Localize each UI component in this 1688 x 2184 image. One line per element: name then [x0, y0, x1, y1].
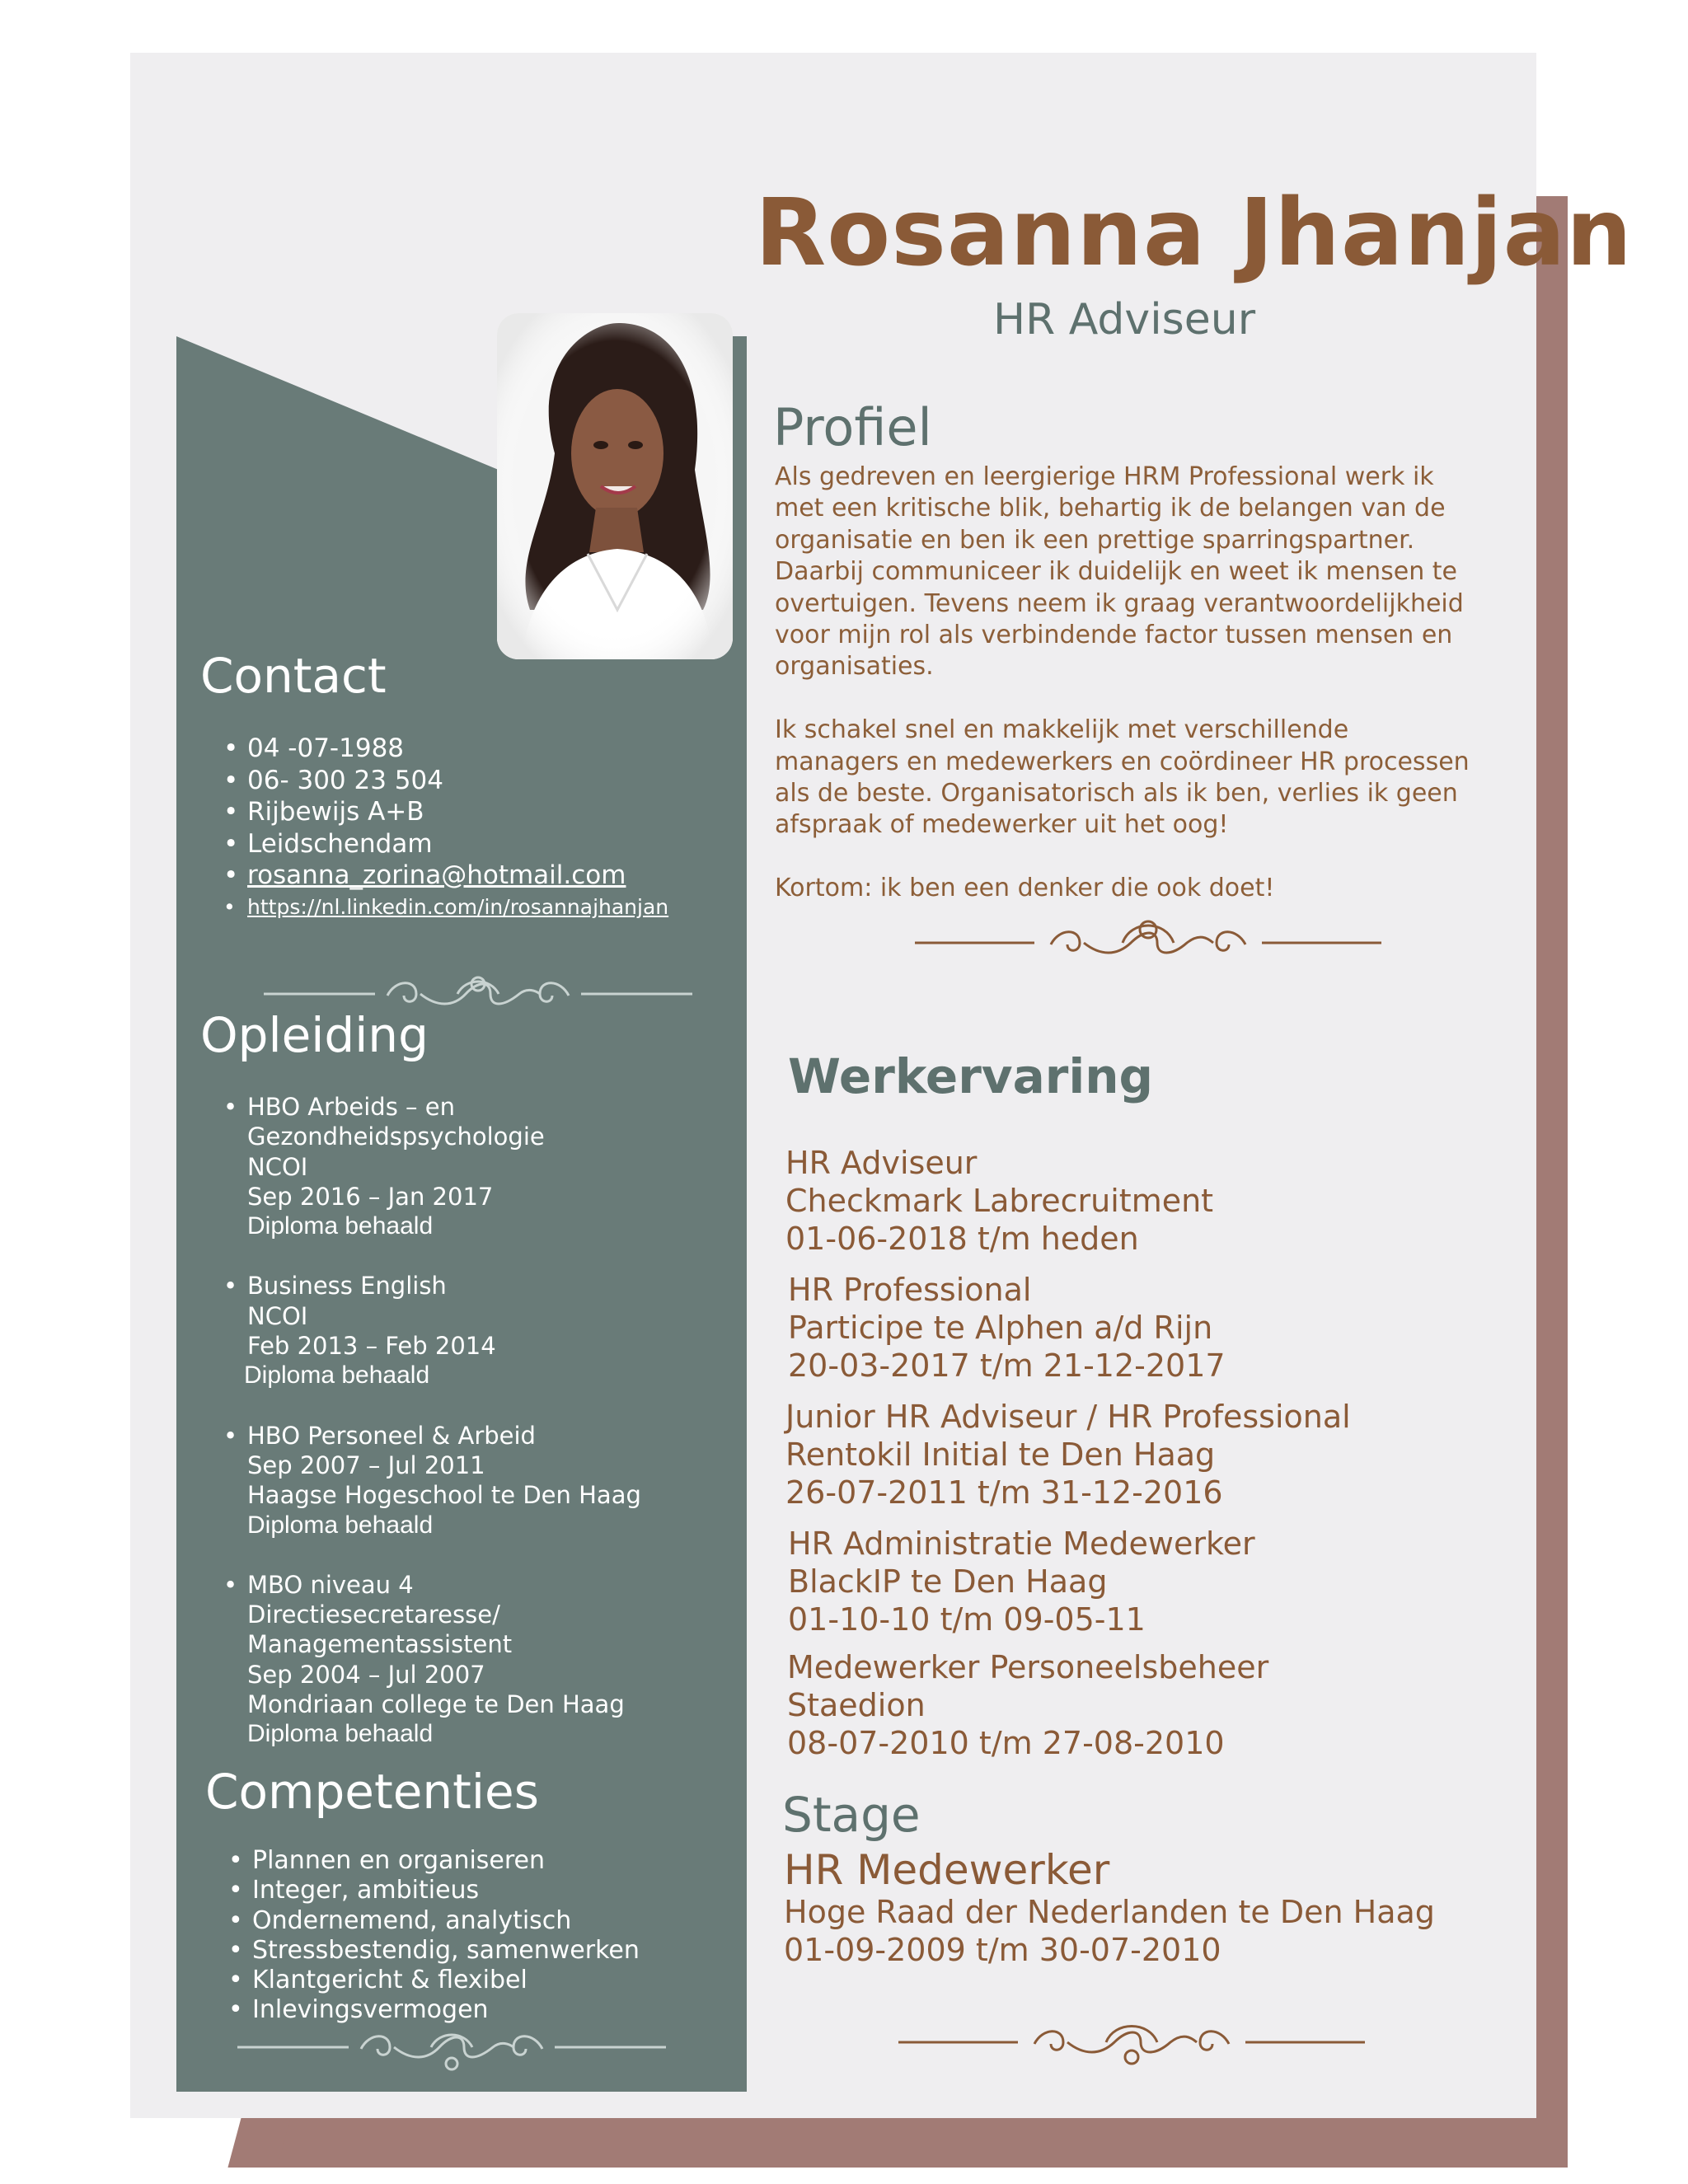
candidate-title: HR Adviseur — [993, 295, 1256, 344]
internship-period: 01-09-2009 t/m 30-07-2010 — [784, 1932, 1221, 1968]
profile-line: overtuigen. Tevens neem ik graag verantwoordelijkheid — [775, 588, 1464, 618]
contact-list — [201, 733, 745, 923]
linkedin-link[interactable]: https://nl.linkedin.com/in/rosannajhanjan — [247, 894, 669, 919]
education-status: Diploma behaald — [247, 1720, 434, 1748]
profile-line: Daarbij communiceer ik duidelijk en weet ik mensen te — [775, 557, 1457, 587]
education-item — [201, 1092, 745, 1241]
education-item — [201, 1570, 745, 1750]
job-period: 08-07-2010 t/m 27-08-2010 — [787, 1725, 1225, 1761]
education-line: Gezondheidspsychologie — [247, 1122, 545, 1151]
job-period: 01-10-10 t/m 09-05-11 — [788, 1601, 1146, 1638]
competency-item: • Plannen en organiseren — [206, 1846, 742, 1876]
education-line: • HBO Arbeids – en — [247, 1093, 455, 1121]
education-line: • Business English — [247, 1272, 447, 1301]
profile-line: organisatie en ben ik een prettige sparringspartner. — [775, 525, 1415, 555]
profile-line: organisaties. — [775, 652, 934, 682]
competency-item: • Stressbestendig, samenwerken — [206, 1936, 742, 1966]
contact-email-item — [201, 860, 745, 892]
education-line: Feb 2013 – Feb 2014 — [247, 1332, 496, 1361]
education-status: Diploma behaald — [247, 1511, 434, 1539]
job-title: HR Administratie Medewerker — [788, 1526, 1255, 1562]
education-line: • MBO niveau 4 — [247, 1570, 414, 1599]
profile-photo — [497, 313, 733, 659]
job-entry — [788, 1525, 1255, 1638]
job-company: Rentokil Initial te Den Haag — [785, 1436, 1216, 1473]
education-status: Diploma behaald — [247, 1212, 434, 1240]
education-line: Sep 2004 – Jul 2007 — [247, 1660, 485, 1689]
job-entry — [787, 1648, 1268, 1762]
job-company: Participe te Alphen a/d Rijn — [788, 1310, 1213, 1346]
job-entry — [785, 1144, 1213, 1258]
job-period: 26-07-2011 t/m 31-12-2016 — [785, 1474, 1223, 1511]
experience-heading: Werkervaring — [788, 1048, 1154, 1104]
portrait-image — [497, 313, 733, 659]
education-heading: Opleiding — [200, 1007, 429, 1063]
contact-phone[interactable]: • 06- 300 23 504 — [201, 765, 745, 797]
education-line: Managementassistent — [247, 1630, 513, 1659]
job-company: BlackIP te Den Haag — [788, 1563, 1108, 1600]
education-line: NCOI — [247, 1301, 308, 1330]
internship-entry — [784, 1893, 1435, 1969]
education-line: Directiesecretaresse/ — [247, 1601, 500, 1629]
ornament-divider-icon — [237, 2029, 666, 2075]
job-company: Staedion — [787, 1687, 926, 1723]
job-company: Checkmark Labrecruitment — [785, 1183, 1214, 1219]
profile-line: met een kritische blik, behartig ik de belangen van de — [775, 494, 1446, 523]
email-link[interactable]: rosanna_zorina@hotmail.com — [247, 860, 626, 890]
education-item — [201, 1421, 745, 1540]
education-status: Diploma behaald — [244, 1361, 430, 1390]
candidate-name: Rosanna Jhanjan — [755, 180, 1633, 287]
contact-city: • Leidschendam — [201, 828, 745, 860]
education-line: Sep 2016 – Jan 2017 — [247, 1182, 494, 1211]
education-item — [201, 1271, 745, 1390]
education-line: Mondriaan college te Den Haag — [247, 1690, 625, 1719]
ornament-divider-icon — [898, 2021, 1365, 2070]
competency-item: • Klantgericht & flexibel — [206, 1966, 742, 1995]
education-list — [201, 1092, 745, 1779]
internship-title: HR Medewerker — [784, 1846, 1110, 1894]
education-line: • HBO Personeel & Arbeid — [247, 1421, 536, 1450]
job-title: Junior HR Adviseur / HR Professional — [785, 1399, 1351, 1435]
profile-line: voor mijn rol als verbindende factor tussen mensen en — [775, 621, 1453, 650]
profile-line: Ik schakel snel en makkelijk met verschillende — [775, 715, 1349, 745]
job-title: Medewerker Personeelsbeheer — [787, 1649, 1269, 1685]
job-period: 20-03-2017 t/m 21-12-2017 — [788, 1347, 1226, 1384]
competency-item: • Inlevingsvermogen — [206, 1995, 742, 2025]
competencies-list — [206, 1846, 742, 2026]
contact-linkedin-item — [201, 892, 745, 924]
profile-line: managers en medewerkers en coördineer HR processen — [775, 747, 1470, 776]
profile-heading: Profiel — [773, 397, 932, 457]
profile-text — [775, 462, 1517, 905]
education-line: Sep 2007 – Jul 2011 — [247, 1451, 485, 1479]
competencies-heading: Competenties — [205, 1764, 539, 1820]
contact-birthdate: • 04 -07-1988 — [201, 733, 745, 765]
contact-license: • Rijbewijs A+B — [201, 796, 745, 828]
competency-item: • Integer, ambitieus — [206, 1876, 742, 1905]
job-title: HR Professional — [788, 1272, 1032, 1308]
education-line: Haagse Hogeschool te Den Haag — [247, 1481, 641, 1510]
ornament-divider-icon — [915, 915, 1381, 964]
job-period: 01-06-2018 t/m heden — [785, 1221, 1139, 1257]
internship-heading: Stage — [782, 1787, 921, 1843]
profile-line: als de beste. Organisatorisch als ik ben, verlies ik geen — [775, 779, 1458, 808]
job-title: HR Adviseur — [785, 1145, 978, 1181]
competency-item: • Ondernemend, analytisch — [206, 1906, 742, 1936]
job-entry — [788, 1271, 1226, 1385]
job-entry — [785, 1398, 1351, 1511]
education-line: NCOI — [247, 1152, 308, 1181]
internship-company: Hoge Raad der Nederlanden te Den Haag — [784, 1894, 1435, 1930]
profile-line: Kortom: ik ben een denker die ook doet! — [775, 874, 1275, 903]
contact-heading: Contact — [200, 648, 387, 704]
profile-line: afspraak of medewerker uit het oog! — [775, 810, 1229, 840]
profile-line: Als gedreven en leergierige HRM Professional werk ik — [775, 462, 1434, 491]
